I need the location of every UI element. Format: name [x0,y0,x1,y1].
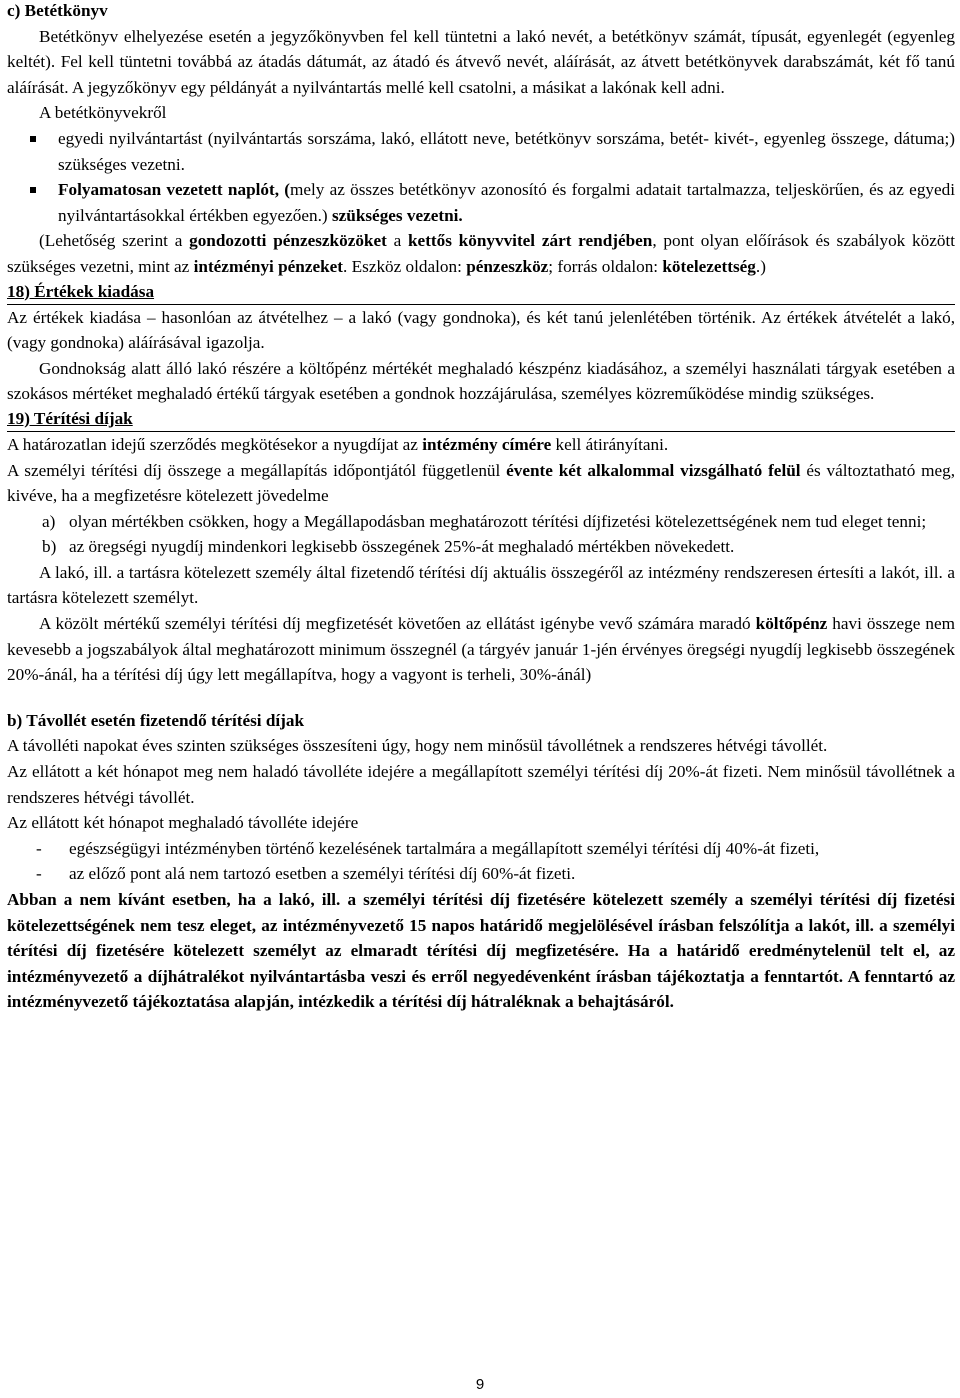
text-run: A személyi térítési díj összege a megállapítás időpontjától függetlenül [7,460,507,480]
text-run: , pont olyan előírások és szabályok között szükséges vezetni, mint az [7,231,956,276]
dash-marker: - [36,838,42,858]
list-marker: a) [42,511,56,531]
text-run-bold: kötelezettség [662,256,756,276]
page-number: 9 [475,1376,485,1393]
text-run: és változtatható meg, kivéve, ha a megfizetésre kötelezett jövedelme [7,460,955,506]
paragraph [7,458,955,509]
list-item [7,861,955,887]
text-run: . Eszköz oldalon: [343,256,467,276]
paragraph: A lakó, ill. a tartásra kötelezett személy által fizetendő térítési díj aktuális összegéről az intézmény rendszeresen értesíti a lakót, ill. a tartásra kötelezett személyt. [7,562,955,608]
text-run: (Lehetőség szerint a [39,231,190,251]
text-run-bold: pénzeszköz [466,256,549,276]
paragraph-bold: Abban a nem kívánt esetben, ha a lakó, ill. a személyi térítési díj fizetésére kötelezett személy a személyi térítési díj fizetési kötelezettségének nem tesz eleget, az intézményvezető 15 napos határidő megjelölésével írásban felszólítja a lakót, ill. a személyi térítési díj fizetésére kötelezett személyt az elmaradt térítési díj megfizetésére. Ha a határidő eredménytelenül telt el, az intézményvezető a díjhátralékot nyilvántartásba veszi és erről negyedévenként írásban tájékoztatja a fenntartót. A fenntartó az intézményvezető tájékoztatása alapján, intézkedik a térítési díj hátraléknak a behajtásáról. [7,890,955,1012]
paragraph [7,228,955,279]
square-bullet-icon [30,136,36,142]
list-text: az öregségi nyugdíj mindenkori legkisebb összegének 25%-át meghaladó mértékben növekedett. [69,537,735,557]
text-run-bold: évente két alkalommal vizsgálható felül [506,460,801,480]
bullet-text-bold: szükséges vezetni. [331,205,463,225]
dash-marker: - [36,864,42,884]
text-run: .) [755,256,766,276]
section-heading-ertekek-kiadasa: 18) Értékek kiadása [7,280,955,305]
bullet-text: egyedi nyilvántartást (nyilvántartás sorszáma, lakó, ellátott neve, betétkönyv sorszáma, betét- kivét-, egyenleg összege, dátuma;) szükséges vezetni. [58,128,955,174]
paragraph: Az értékek kiadása – hasonlóan az átvételhez – a lakó (vagy gondnoka), és két tanú jelenlétében történik. Az értékek átvételét a lakó, (vagy gondnoka) aláírásával igazolja. [7,307,955,353]
bullet-item [7,126,955,177]
text-run-bold: gondozotti pénzeszközöket [189,231,387,251]
subsection-heading-betetkonyv: c) Betétkönyv [7,1,108,20]
text-run: A határozatlan idejű szerződés megkötésekor a nyugdíjat az [7,434,423,454]
document-page [7,0,955,1015]
text-run-bold: intézmény címére [422,434,552,454]
text-run: a [386,231,408,251]
list-item [7,509,955,535]
paragraph: Az ellátott a két hónapot meg nem haladó távolléte idejére a megállapított személyi térítési díj 20%-át fizeti. Nem minősül távollétnek a rendszeres hétvégi távollét. [7,762,955,807]
paragraph [7,611,955,688]
list-marker: b) [42,537,57,557]
subsection-heading-tavollet: b) Távollét esetén fizetendő térítési díjak [7,710,305,730]
section-heading-teritesi-dijak: 19) Térítési díjak [7,407,955,432]
square-bullet-icon [30,187,36,193]
paragraph: Betétkönyv elhelyezése esetén a jegyzőkönyvben fel kell tüntetni a lakó nevét, a betétkönyv számát, típusát, egyenlegét (egyenleg keltét). Fel kell tüntetni továbbá az átadás dátumát, az átadó és átvevő nevét, aláírását, az átvett betétkönyvek darabszámát, két fő tanú aláírását. A jegyzőkönyv egy példányát a nyilvántartás mellé kell csatolni, a másikat a lakónak kell adni. [7,26,955,97]
paragraph: A távolléti napokat éves szinten szükséges összesíteni úgy, hogy nem minősül távollétnek a rendszeres hétvégi távollét. [7,736,828,756]
text-run-bold: intézményi pénzeket [193,256,344,276]
text-run: havi összege nem kevesebb a jogszabályok által meghatározott minimum összegnél (a tárgyév január 1-jén érvényes öregségi nyugdíj legkisebb összegének 20%-ánál, ha a térítési díj úgy lett megállapítva, hogy a vagyont is terheli, 30%-ánál) [7,614,955,685]
list-text: egészségügyi intézményben történő kezelésének tartalmára a megállapított személyi térítési díj 40%-át fizeti, [69,838,820,858]
text-run: kell átirányítani. [551,434,669,454]
text-run: ; forrás oldalon: [548,256,663,276]
paragraph: Gondnokság alatt álló lakó részére a költőpénz mértékét meghaladó készpénz kiadásához, a személyi használati tárgyak esetében a szokásos mértéket meghaladó értékű tárgyak esetében a gondnok hozzájárulása, személyes közreműködése mindig szükséges. [7,358,955,404]
bullet-text: mely az összes betétkönyv azonosító és forgalmi adatait tartalmazza, teljeskörűen, és az egyedi nyilvántartásokkal értékben egyezően.) [58,180,955,225]
paragraph: A betétkönyvekről [39,103,167,123]
text-run-bold: költőpénz [755,614,828,634]
paragraph: Az ellátott két hónapot meghaladó távolléte idejére [7,813,359,833]
list-item [7,534,955,560]
bullet-item [7,177,955,228]
text-run-bold: kettős könyvvitel zárt rendjében [408,231,653,251]
text-run: A közölt mértékű személyi térítési díj megfizetését követően az ellátást igénybe vevő számára maradó [39,614,756,634]
list-text: az előző pont alá nem tartozó esetben a személyi térítési díj 60%-át fizeti. [69,864,576,884]
bullet-text-bold: Folyamatosan vezetett naplót, ( [58,180,290,200]
paragraph [7,432,955,458]
list-item [7,836,955,862]
list-text: olyan mértékben csökken, hogy a Megállapodásban meghatározott térítési díjfizetési kötelezettségének nem tud eleget tenni; [69,511,927,531]
